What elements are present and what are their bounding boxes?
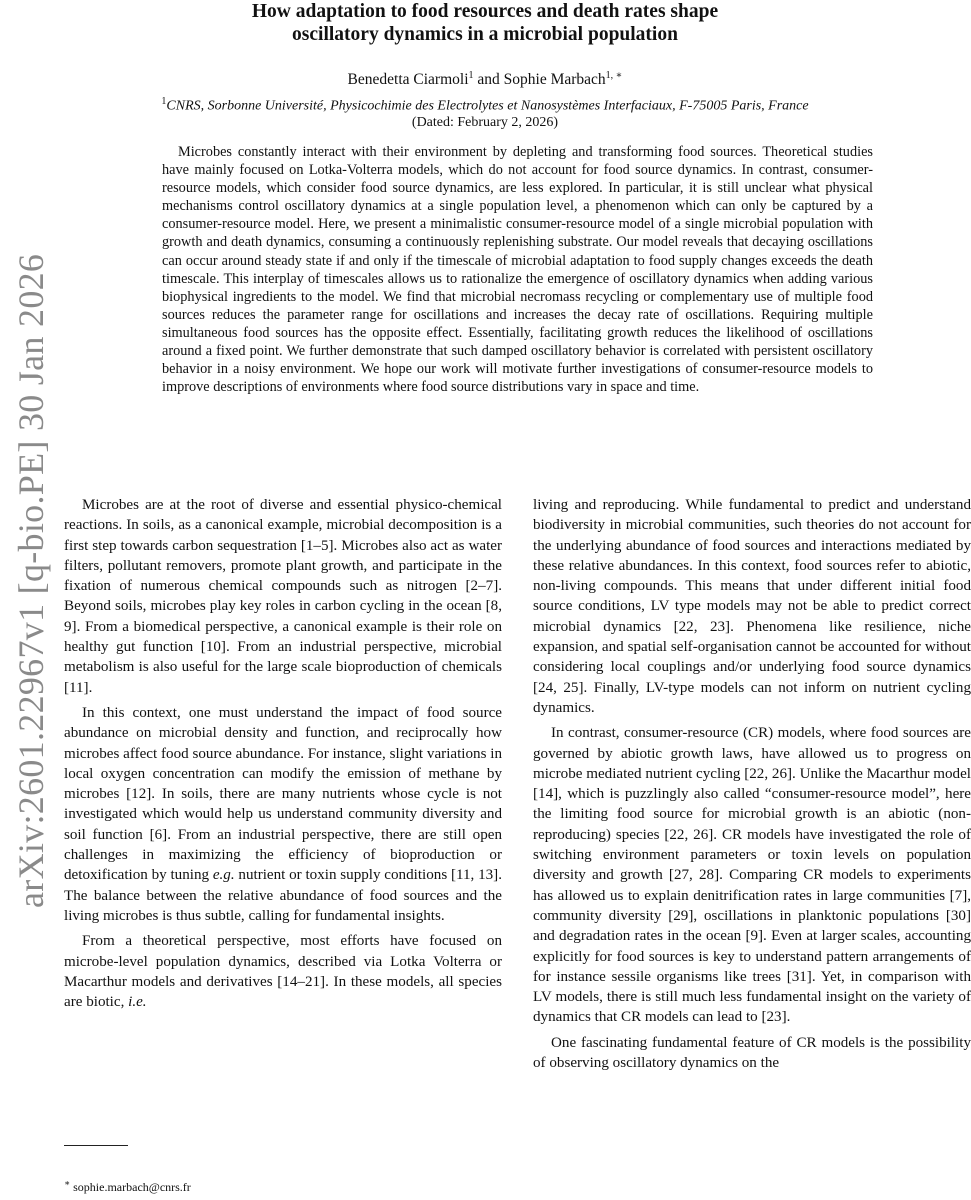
footnote xyxy=(64,1176,191,1195)
author-affil-mark: 1 xyxy=(468,70,474,81)
emphasis: i.e. xyxy=(128,994,147,1011)
arxiv-identifier: arXiv:2601.22967v1 [q-bio.PE] 30 Jan 2026 xyxy=(11,253,51,908)
paragraph: One fascinating fundamental feature of CR models is the possibility of observing oscillatory dynamics on the xyxy=(533,1034,971,1072)
body-column-right xyxy=(533,495,971,1078)
affiliation-text: CNRS, Sorbonne Université, Physicochimie des Electrolytes et Nanosystèmes Interfaciaux, F-75005 Paris, France xyxy=(166,98,809,114)
footnote-email[interactable]: sophie.marbach@cnrs.fr xyxy=(73,1180,191,1194)
footnote-divider xyxy=(64,1145,128,1146)
footnote-mark: ∗ xyxy=(64,1178,71,1188)
paper-title xyxy=(140,0,830,46)
author-affil-mark: 1, ∗ xyxy=(605,70,623,81)
author-conjunction: and xyxy=(477,71,500,89)
affiliation-mark: 1 xyxy=(161,96,167,107)
body-column-left xyxy=(64,495,502,1017)
paragraph: In contrast, consumer-resource (CR) models, where food sources are governed by abiotic growth laws, have allowed us to progress on microbe mediated nutrient cycling [22, 26]. Unlike the Macarthur model [14], which is puzzlingly also called “consumer-resource model”, here the limiting food source for microbial growth is an abiotic (non-reproducing) species [22, 26]. CR models have investigated the role of switching environment parameters or toxin levels on population diversity and growth [27, 28]. Comparing CR models to experiments has allowed us to explain denitrification rates in large communities [7], community diversity [29], oscillations in planktonic populations [30] and degradation rates in the ocean [9]. Even at larger scales, accounting explicitly for food sources is key to understand pattern arrangements of for instance sessile organisms like trees [31]. Yet, in comparison with LV models, there is still much less fundamental insight on the variety of dynamics that CR models can lead to [23]. xyxy=(533,725,971,1026)
date-line: (Dated: February 2, 2026) xyxy=(411,115,559,130)
abstract: Microbes constantly interact with their environment by depleting and transforming food sources. Theoretical studies have mainly focused on Lotka-Volterra models, which do not account for food source dynamics. In contrast, consumer-resource models, which consider food source dynamics, are less explored. In particular, it is still unclear what physical mechanisms control oscillatory dynamics at a single population level, a phenomenon which can only be captured by a consumer-resource model. Here, we present a minimalistic consumer-resource model of a single microbial population with growth and death dynamics, consuming a continuously replenishing substrate. Our model reveals that decaying oscillations can occur around steady state if and only if the timescale of microbial adaptation to food supply changes exceeds the death timescale. This interplay of timescales allows us to rationalize the emergence of oscillatory dynamics when adding various biophysical ingredients to the model. We find that microbial necromass recycling or complementary use of multiple food sources reduces the parameter range for oscillations and increases the decay rate of oscillations. Requiring multiple simultaneous food sources has the opposite effect. Essentially, facilitating growth reduces the likelihood of oscillations around a fixed point. We further demonstrate that such damped oscillatory behavior is correlated with persistent oscillatory behavior in a noisy environment. We hope our work will motivate further investigations of consumer-resource models to improve descriptions of environments where food source distributions vary in space and time. xyxy=(162,144,873,396)
author-name: Sophie Marbach xyxy=(503,71,606,89)
author-name: Benedetta Ciarmoli xyxy=(347,71,469,89)
paragraph: From a theoretical perspective, most efforts have focused on microbe-level population dynamics, described via Lotka Volterra or Macarthur models and derivatives [14–21]. In these models, all species are biotic, i.e. xyxy=(64,933,502,1011)
title-line-1: How adaptation to food resources and death rates shape xyxy=(251,1,719,22)
title-line-2: oscillatory dynamics in a microbial population xyxy=(292,24,678,45)
paragraph: In this context, one must understand the impact of food source abundance on microbial density and function, and reciprocally how microbes affect food source abundance. For instance, slight variations in local oxygen concentration can modify the emission of methane by microbes [12]. In soils, there are many nutrients whose cycle is not investigated which would help us understand community diversity and soil function [6]. From an industrial perspective, there are still open challenges in maximizing the efficiency of bioproduction or detoxification by tuning e.g. nutrient or toxin supply conditions [11, 13]. The balance between the relative abundance of food sources and the living microbes is thus subtle, calling for fundamental insights. xyxy=(64,704,502,924)
paragraph: Microbes are at the root of diverse and essential physico-chemical reactions. In soils, as a canonical example, microbial decomposition is a first step towards carbon sequestration [1–5]. Microbes also act as water filters, pollutant removers, promote plant growth, and participate in the fixation of numerous chemical compounds such as nitrogen [2–7]. Beyond soils, microbes play key roles in carbon cycling in the ocean [8, 9]. From a biomedical perspective, a canonical example is their role on healthy gut function [10]. From an industrial perspective, microbial metabolism is also useful for the large scale bioproduction of chemicals [11]. xyxy=(64,497,502,696)
emphasis: e.g. xyxy=(212,867,235,884)
paragraph: living and reproducing. While fundamental to predict and understand biodiversity in microbial communities, such theories do not account for the underlying abundance of food sources and interactions mediated by these relative abundances. In this context, food sources refer to abiotic, non-living compounds. This means that under different initial food source conditions, LV type models may not be able to predict correct microbial dynamics [22, 23]. Phenomena like resilience, niche expansion, and spatial self-organisation cannot be accounted for without considering local couplings and/or underlying food source dynamics [24, 25]. Finally, LV-type models can not inform on nutrient cycling dynamics. xyxy=(533,497,971,716)
author-list xyxy=(140,66,830,90)
